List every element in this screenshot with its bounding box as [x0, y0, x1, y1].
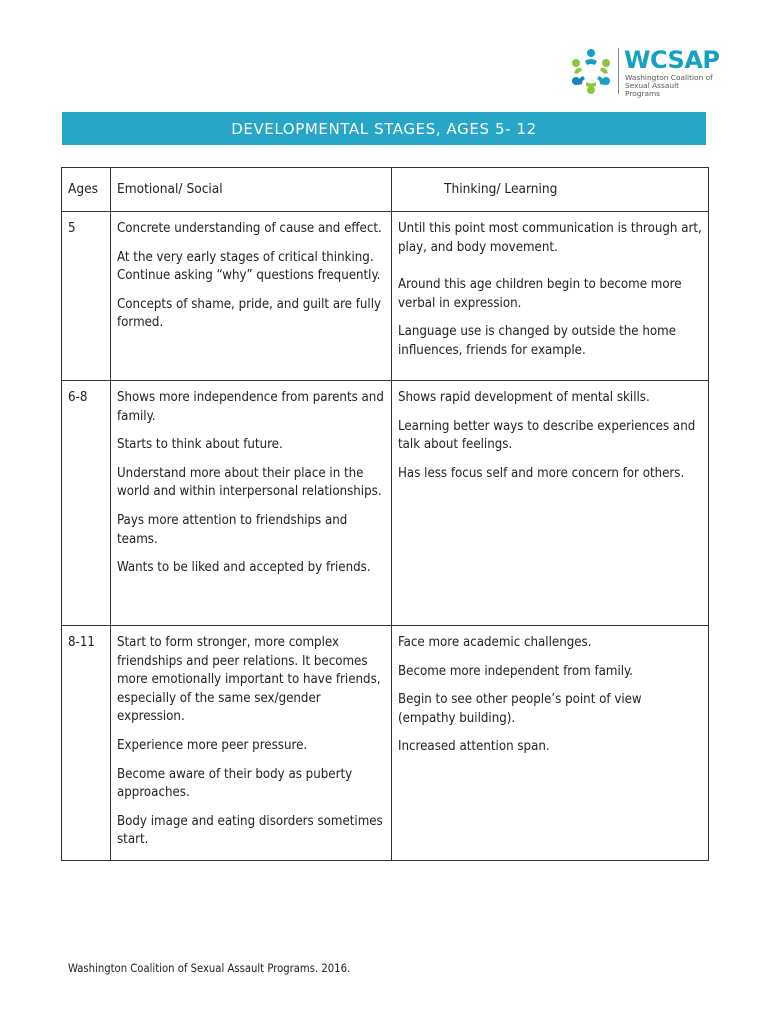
emotional-cell: [111, 381, 392, 626]
list-item: Begin to see other people’s point of view (empathy building).: [398, 692, 642, 726]
wcsap-people-circle-icon: [568, 46, 614, 96]
age-cell: 8-11: [62, 626, 111, 861]
list-item: Concepts of shame, pride, and guilt are fully formed.: [117, 296, 382, 331]
list-item: Around this age children begin to become more verbal in expression.: [398, 277, 682, 311]
footer-citation: Washington Coalition of Sexual Assault Programs. 2016.: [68, 962, 351, 975]
logo-subtitle: [625, 74, 715, 98]
list-item: Become more independent from family.: [398, 663, 633, 679]
table-header-row: [62, 168, 709, 212]
list-item: Experience more peer pressure.: [117, 737, 308, 753]
emotional-cell: [111, 212, 392, 381]
list-item: Become aware of their body as puberty approaches.: [117, 766, 353, 801]
logo-divider: [618, 48, 619, 94]
thinking-cell: [392, 626, 709, 861]
list-item: Starts to think about future.: [117, 437, 283, 453]
list-item: Face more academic challenges.: [398, 635, 592, 650]
age-cell: 5: [62, 212, 111, 381]
thinking-cell: [392, 212, 709, 381]
list-item: Wants to be liked and accepted by friends.: [117, 560, 371, 576]
list-item: Learning better ways to describe experiences and talk about feelings.: [398, 418, 696, 453]
logo-subtitle-line1: Washington Coalition of: [625, 73, 713, 82]
list-item: Until this point most communication is through art, play, and body movement.: [398, 221, 702, 255]
thinking-cell: [392, 381, 709, 626]
list-item: Shows more independence from parents and family.: [117, 390, 384, 424]
wcsap-logo: [568, 46, 720, 98]
list-item: Increased attention span.: [398, 739, 550, 755]
table-row: [62, 212, 709, 381]
list-item: Understand more about their place in the world and within interpersonal relationships.: [117, 465, 382, 500]
list-item: Body image and eating disorders sometimes start.: [117, 813, 383, 848]
list-item: Shows rapid development of mental skills.: [398, 390, 650, 405]
age-cell: 6-8: [62, 381, 111, 626]
header-thinking-learning: Thinking/ Learning: [392, 168, 709, 212]
page-title: DEVELOPMENTAL STAGES, AGES 5- 12: [231, 119, 537, 138]
list-item: Pays more attention to friendships and teams.: [117, 512, 348, 547]
developmental-stages-table: [61, 167, 709, 861]
title-banner: [62, 112, 706, 145]
list-item: Start to form stronger, more complex friendships and peer relations. It becomes more emotionally important to have friends, especially of the same sex/gender expression.: [117, 635, 381, 725]
header-ages: Ages: [62, 168, 111, 212]
list-item: At the very early stages of critical thinking. Continue asking “why” questions frequently.: [117, 249, 381, 284]
emotional-cell: [111, 626, 392, 861]
table-row: [62, 381, 709, 626]
table-row: [62, 626, 709, 861]
list-item: Language use is changed by outside the home influences, friends for example.: [398, 324, 677, 358]
logo-name: WCSAP: [624, 46, 720, 74]
list-item: Concrete understanding of cause and effect.: [117, 221, 382, 236]
list-item: Has less focus self and more concern for others.: [398, 465, 685, 481]
header-emotional-social: Emotional/ Social: [111, 168, 392, 212]
logo-subtitle-line2: Sexual Assault Programs: [625, 81, 680, 98]
